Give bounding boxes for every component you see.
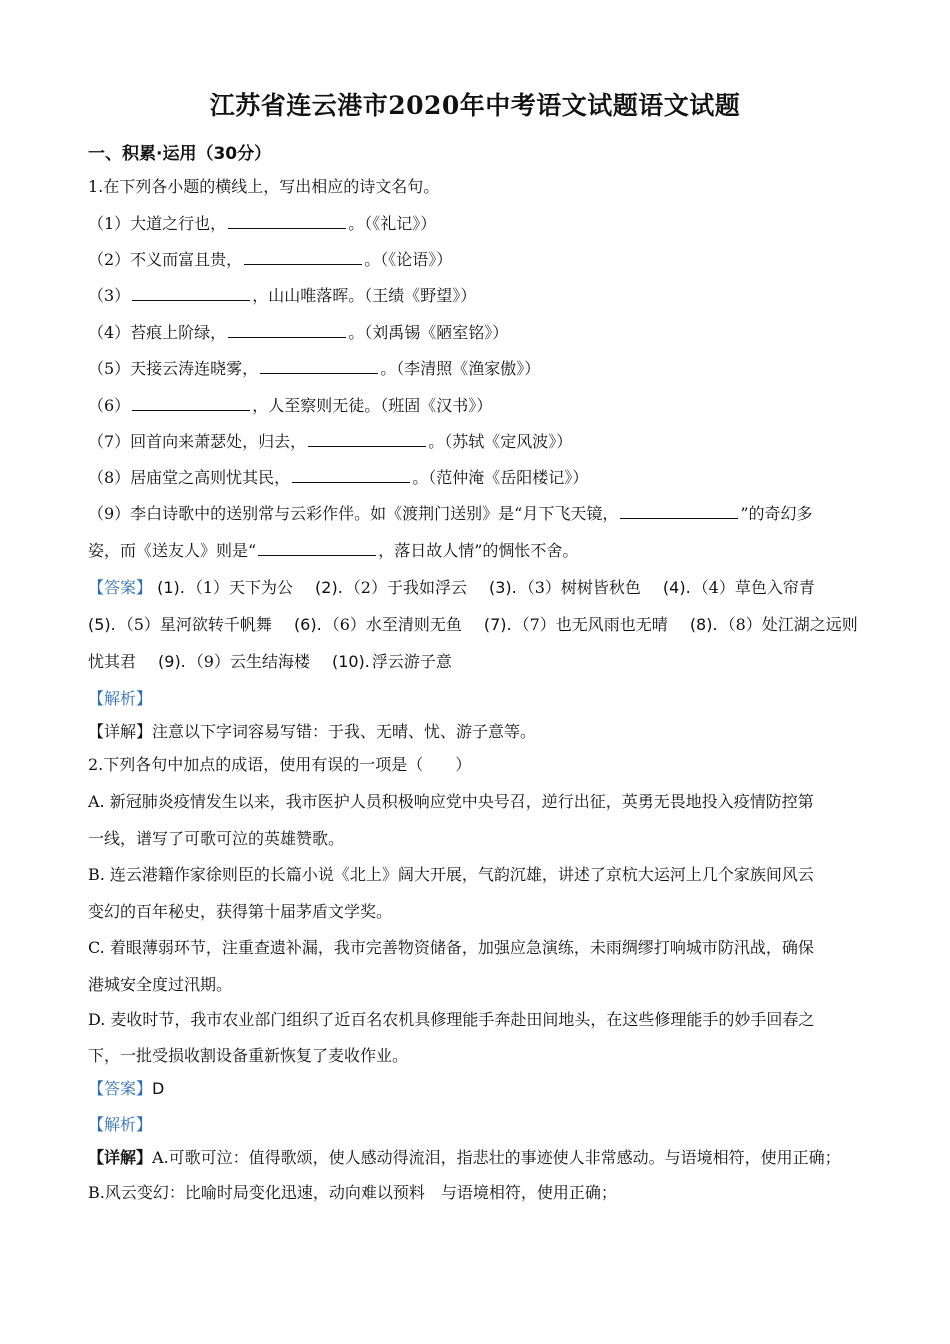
q1-item bbox=[88, 396, 492, 416]
q2-option-a-cont: 一线，谱写了可歌可泣的英雄赞歌。 bbox=[88, 829, 345, 848]
answer-num: (6). bbox=[293, 615, 322, 634]
q2-option-c: C. 着眼薄弱环节，注重查遗补漏，我市完善物资储备，加强应急演练，未雨绸缪打响城市防汛战，确保 bbox=[88, 938, 814, 957]
answer-num: (9). bbox=[158, 652, 186, 671]
item-prefix: （1）大道之行也， bbox=[88, 214, 227, 233]
q1-answer-line2 bbox=[88, 615, 858, 635]
answer-item bbox=[88, 652, 136, 671]
answer-item bbox=[663, 578, 815, 597]
answer-text: 浮云游子意 bbox=[371, 652, 452, 671]
answer-num: (2). bbox=[315, 578, 343, 597]
answer-blank bbox=[228, 323, 346, 338]
answer-num: (3). bbox=[488, 578, 517, 597]
q1-detail: 【详解】注意以下字词容易写错：于我、无晴、忧、游子意等。 bbox=[88, 722, 537, 741]
item9-text: （9）李白诗歌中的送别常与云彩作伴。如《渡荆门送别》是“月下飞天镜， bbox=[88, 504, 619, 523]
item-suffix: ，山山唯落晖。（王绩《野望》） bbox=[252, 286, 477, 305]
q1-item bbox=[88, 250, 452, 270]
answer-text: 忧其君 bbox=[88, 652, 137, 671]
q2-detail-2: B.风云变幻：比喻时局变化迅速，动向难以预料 与语境相符，使用正确； bbox=[88, 1183, 617, 1202]
analysis-tag: 【解析】 bbox=[88, 689, 153, 708]
q2-option-a: A. 新冠肺炎疫情发生以来，我市医护人员积极响应党中央号召，逆行出征，英勇无畏地投入疫情防控第 bbox=[88, 792, 814, 811]
page-title: 江苏省连云港市2020年中考语文试题语文试题 bbox=[209, 91, 741, 120]
answer-num: (8). bbox=[689, 615, 718, 634]
answer-item bbox=[332, 652, 452, 671]
answer-text: （3）树树皆秋色 bbox=[518, 578, 641, 597]
item-prefix: （7）回首向来萧瑟处，归去， bbox=[88, 432, 307, 451]
answer-item bbox=[690, 615, 858, 634]
answer-blank bbox=[258, 541, 376, 556]
answer-text: （1）天下为公 bbox=[186, 578, 294, 597]
answer-text: （4）草色入帘青 bbox=[692, 578, 815, 597]
answer-tag: 【答案】 bbox=[88, 578, 153, 597]
item-suffix: 。（《礼记》） bbox=[348, 214, 437, 233]
q1-answer-line3 bbox=[88, 652, 474, 672]
answer-blank bbox=[244, 250, 362, 265]
item-prefix: （3） bbox=[88, 286, 131, 305]
q2-option-d-cont: 下，一批受损收割设备重新恢复了麦收作业。 bbox=[88, 1046, 409, 1065]
item-suffix: 。（范仲淹《岳阳楼记》） bbox=[412, 468, 589, 487]
q2-option-d: D. 麦收时节，我市农业部门组织了近百名农机具修理能手奔赴田间地头，在这些修理能手的妙手回春之 bbox=[88, 1010, 815, 1029]
answer-text: （5）星河欲转千帆舞 bbox=[117, 615, 272, 634]
q2-option-b-cont: 变幻的百年秘史，获得第十届茅盾文学奖。 bbox=[88, 902, 393, 921]
analysis-tag: 【解析】 bbox=[88, 1115, 153, 1134]
q1-item bbox=[88, 214, 436, 234]
answer-text: （9）云生结海楼 bbox=[187, 652, 310, 671]
q2-stem: 2.下列各句中加点的成语，使用有误的一项是（ ） bbox=[88, 755, 472, 774]
item-suffix: 。（李清照《渔家傲》） bbox=[380, 359, 541, 378]
item-prefix: （5）天接云涛连晓雾， bbox=[88, 359, 259, 378]
answer-num: (4). bbox=[662, 578, 691, 597]
answer-item bbox=[158, 652, 310, 671]
answer-num: (10). bbox=[331, 652, 370, 671]
answer-value: D bbox=[152, 1079, 165, 1098]
answer-blank bbox=[228, 214, 346, 229]
q1-item9-line1 bbox=[88, 504, 813, 524]
answer-text: （2）于我如浮云 bbox=[344, 578, 467, 597]
item-prefix: （4）苔痕上阶绿， bbox=[88, 323, 227, 342]
answer-num: (7). bbox=[483, 615, 512, 634]
q2-option-b: B. 连云港籍作家徐则臣的长篇小说《北上》阔大开展，气韵沉雄，讲述了京杭大运河上几个家族间风云 bbox=[88, 865, 814, 884]
section-heading: 一、积累·运用（30分） bbox=[88, 144, 272, 164]
q2-option-c-cont: 港城安全度过汛期。 bbox=[88, 975, 233, 994]
answer-item bbox=[157, 578, 293, 597]
answer-item bbox=[88, 615, 272, 634]
q2-answer bbox=[88, 1079, 164, 1099]
q1-item bbox=[88, 468, 588, 488]
q1-answer-line1 bbox=[88, 578, 815, 598]
answer-num: (1). bbox=[157, 578, 185, 597]
item-suffix: ，人至察则无徒。（班固《汉书》） bbox=[252, 396, 493, 415]
answer-item bbox=[484, 615, 668, 634]
item-prefix: （8）居庙堂之高则忧其民， bbox=[88, 468, 291, 487]
detail-tag: 【详解】 bbox=[88, 1148, 153, 1167]
answer-text: （6）水至清则无鱼 bbox=[323, 615, 462, 634]
answer-text: （8）处江湖之远则 bbox=[719, 615, 858, 634]
q1-item bbox=[88, 359, 540, 379]
answer-blank bbox=[132, 396, 250, 411]
q1-item bbox=[88, 323, 508, 343]
q1-item bbox=[88, 286, 476, 306]
item-suffix: 。（刘禹锡《陋室铭》） bbox=[348, 323, 509, 342]
answer-text: （7）也无风雨也无晴 bbox=[513, 615, 668, 634]
answer-blank bbox=[292, 468, 410, 483]
item9-text: ，落日故人情”的惆怅不舍。 bbox=[378, 541, 579, 560]
answer-item bbox=[294, 615, 462, 634]
item9-text: ”的奇幻多 bbox=[740, 504, 813, 523]
item-prefix: （2）不义而富且贵， bbox=[88, 250, 243, 269]
q1-stem: 1.在下列各小题的横线上，写出相应的诗文名句。 bbox=[88, 177, 440, 196]
item-suffix: 。（苏轼《定风波》） bbox=[428, 432, 573, 451]
answer-blank bbox=[308, 432, 426, 447]
answer-blank bbox=[260, 359, 378, 374]
answer-blank bbox=[620, 504, 738, 519]
answer-item bbox=[489, 578, 641, 597]
answer-tag: 【答案】 bbox=[88, 1079, 153, 1098]
item-prefix: （6） bbox=[88, 396, 131, 415]
item-suffix: 。（《论语》） bbox=[364, 250, 453, 269]
q1-item9-line2 bbox=[88, 541, 578, 561]
answer-blank bbox=[132, 286, 250, 301]
answer-num: (5). bbox=[88, 615, 116, 634]
detail-text: A.可歌可泣：值得歌颂，使人感动得流泪，指悲壮的事迹使人非常感动。与语境相符，使用正确； bbox=[152, 1148, 841, 1167]
q2-detail-1 bbox=[88, 1148, 841, 1168]
item9-text: 姿，而《送友人》则是“ bbox=[88, 541, 257, 560]
q1-item bbox=[88, 432, 572, 452]
answer-item bbox=[315, 578, 467, 597]
